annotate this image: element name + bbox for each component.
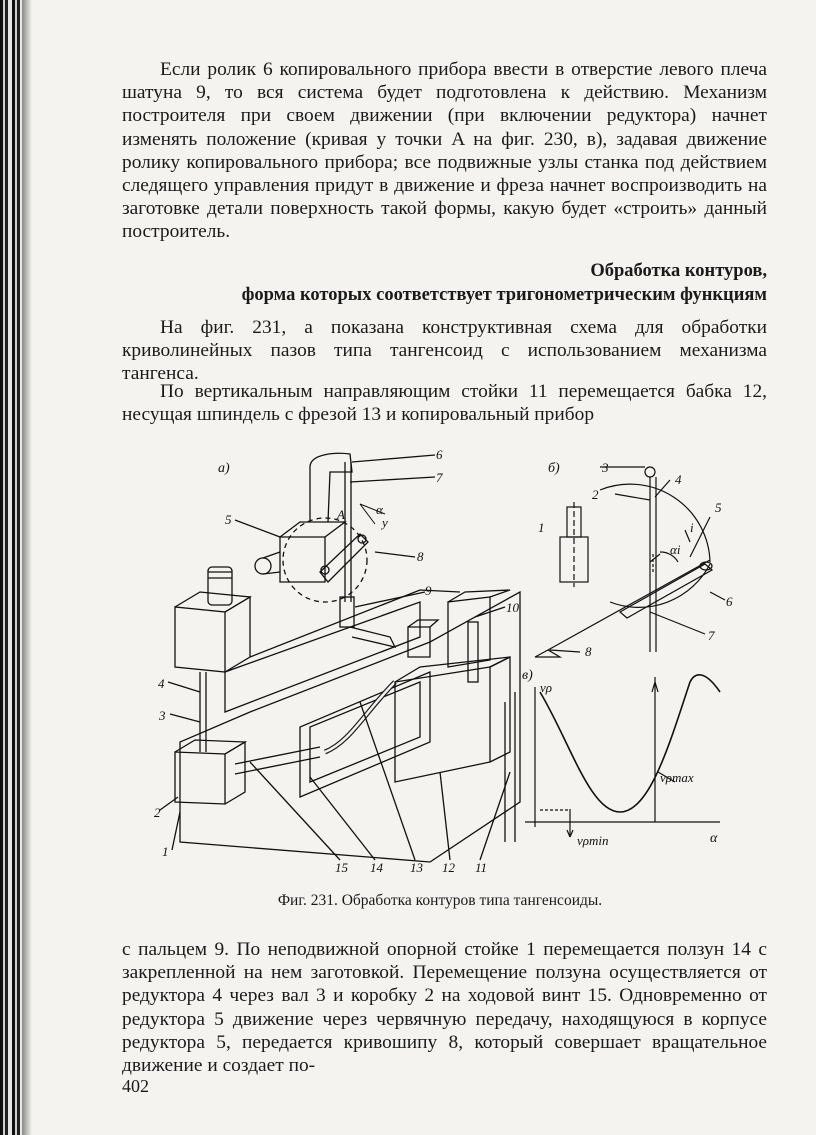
section-heading	[150, 259, 767, 307]
paragraph-intro: Если ролик 6 копировального прибора ввести в отверстие левого плеча шатуна 9, то вся система будет подготовлена к действию. Механизм построителя при своем движении (при включении редуктора) начнет изменять положение (кривая y точки A на фиг. 230, в), задавая движение ролику копировального прибора; все подвижные узлы станка под действием следящего управления придут в движение и фреза начнет воспроизводить на заготовке детали поверхность такой формы, какую будет «строить» данный построитель.	[122, 59, 767, 243]
svg-text:y: y	[382, 515, 388, 530]
svg-text:11: 11	[475, 860, 488, 875]
svg-text:6: 6	[726, 594, 733, 609]
svg-text:3: 3	[602, 460, 609, 475]
svg-text:8: 8	[417, 549, 424, 564]
svg-text:8: 8	[585, 644, 592, 659]
svg-text:7: 7	[708, 628, 715, 643]
figure-caption: Фиг. 231. Обработка контуров типа тангенсоиды.	[277, 892, 603, 909]
svg-text:vρ: vρ	[540, 680, 553, 695]
svg-text:15: 15	[335, 860, 348, 875]
svg-text:5: 5	[225, 512, 232, 527]
svg-text:vρmax: vρmax	[660, 770, 694, 785]
page-number: 402	[122, 1076, 149, 1096]
svg-text:A: A	[337, 507, 345, 522]
paragraph-continued: с пальцем 9. По неподвижной опорной стойке 1 перемещается ползун 14 с закрепленной на нем заготовкой. Перемещение ползуна осуществляется от редуктора 4 через вал 3 и коробку 2 на ходовой винт 15. Одновременно от редуктора 5 движение через червячную передачу, находящуюся в корпусе редуктора 5, передается кривошипу 8, который совершает вращательное движение и создает по-	[122, 939, 767, 1077]
section-heading-line1: Обработка контуров,	[590, 261, 767, 281]
svg-text:1: 1	[538, 520, 545, 535]
svg-text:б): б)	[548, 461, 560, 476]
svg-text:αi: αi	[670, 542, 681, 557]
binding-shadow	[22, 0, 32, 1135]
figure-231-drawing	[130, 442, 733, 892]
svg-text:13: 13	[410, 860, 423, 875]
svg-text:в): в)	[522, 668, 533, 683]
section-heading-line2: форма которых соответствует тригонометрическим функциям	[241, 285, 767, 305]
svg-text:9: 9	[425, 583, 432, 598]
paragraph-figure-reference: На фиг. 231, а показана конструктивная схема для обработки криволинейных пазов типа тангенсоид с использованием механизма тангенса.	[122, 317, 767, 385]
svg-text:a): a)	[218, 461, 230, 476]
svg-text:i: i	[690, 520, 694, 535]
book-binding-edge	[0, 0, 22, 1135]
svg-text:7: 7	[436, 470, 443, 485]
svg-text:10: 10	[506, 600, 519, 615]
svg-text:14: 14	[370, 860, 383, 875]
svg-text:1: 1	[162, 844, 169, 859]
svg-text:4: 4	[675, 472, 682, 487]
svg-text:vρmin: vρmin	[577, 833, 609, 848]
svg-text:12: 12	[442, 860, 455, 875]
svg-text:α: α	[710, 831, 718, 846]
svg-text:6: 6	[436, 447, 443, 462]
svg-text:3: 3	[159, 708, 166, 723]
machine-base-outline	[180, 592, 520, 862]
svg-text:α: α	[376, 502, 383, 517]
svg-text:4: 4	[158, 676, 165, 691]
svg-text:2: 2	[154, 805, 161, 820]
svg-text:5: 5	[715, 500, 722, 515]
paragraph-vertical-guides: По вертикальным направляющим стойки 11 перемещается бабка 12, несущая шпиндель с фрезой 13 и копировальный прибор	[122, 381, 767, 426]
svg-text:2: 2	[592, 487, 599, 502]
